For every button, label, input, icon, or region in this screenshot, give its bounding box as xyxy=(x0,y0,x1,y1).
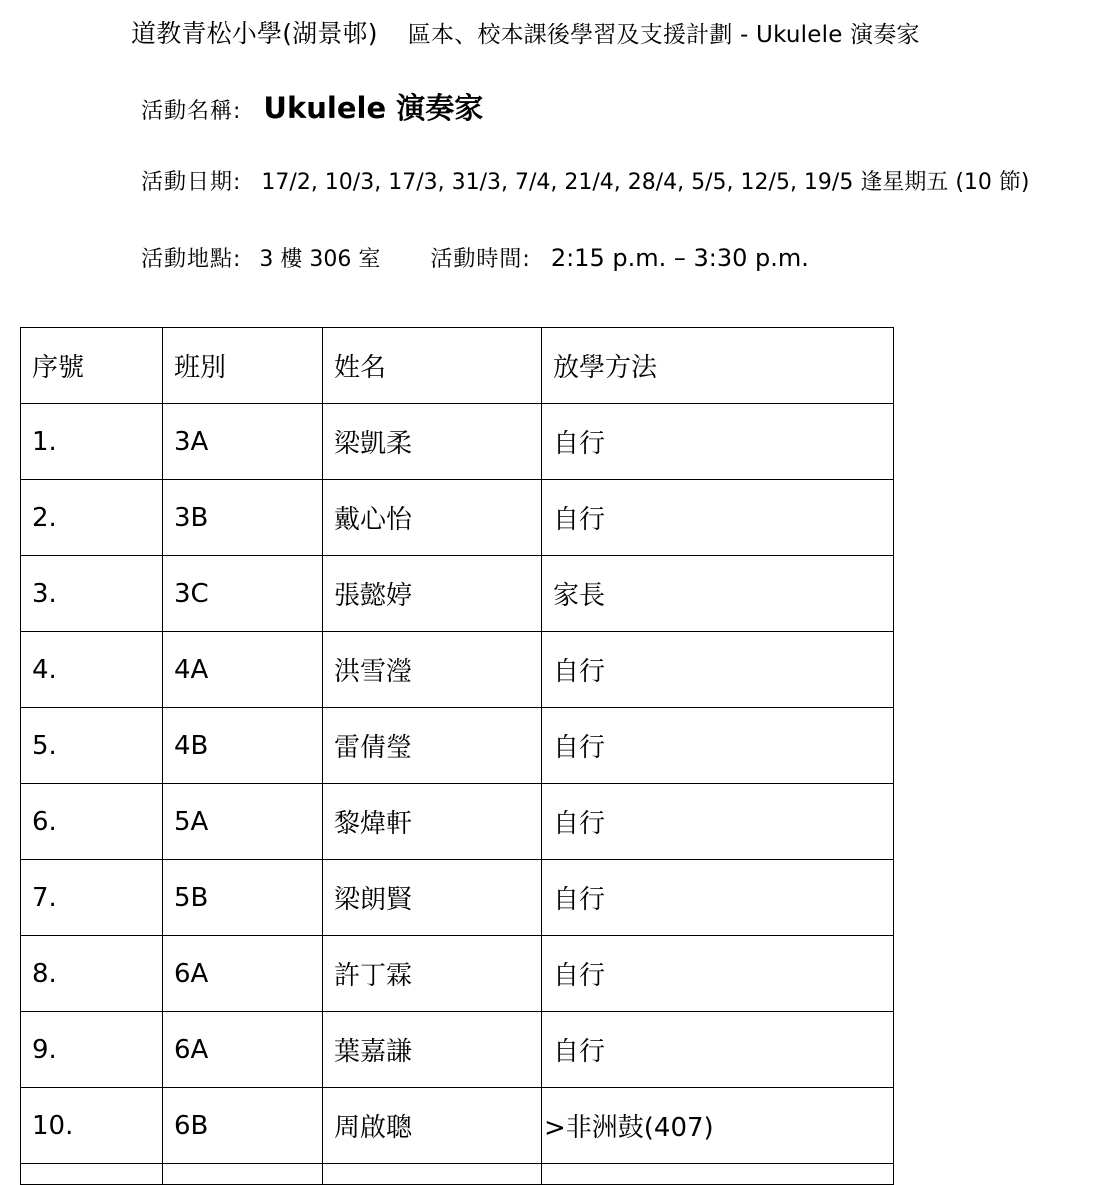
cell-student-name: 梁朗賢 xyxy=(323,860,542,936)
table-header-row xyxy=(21,328,894,404)
header-number: 序號 xyxy=(21,328,163,404)
activity-place-label: 活動地點: xyxy=(141,247,242,272)
cell-class: 4A xyxy=(163,632,323,708)
cell-number: 9. xyxy=(21,1012,163,1088)
cell-student-name: 戴心怡 xyxy=(323,480,542,556)
table-row-cut-off xyxy=(21,1164,894,1185)
cell-student-name: 梁凱柔 xyxy=(323,404,542,480)
activity-time-value: 2:15 p.m. – 3:30 p.m. xyxy=(550,244,809,272)
cell-number: 2. xyxy=(21,480,163,556)
table-row xyxy=(21,404,894,480)
cell-number: 4. xyxy=(21,632,163,708)
activity-date-row xyxy=(141,165,1029,201)
activity-name-value: Ukulele 演奏家 xyxy=(263,91,484,125)
cell-dismissal-method: 自行 xyxy=(542,1012,894,1088)
document-title xyxy=(131,14,920,55)
cell-dismissal-method: 自行 xyxy=(542,404,894,480)
cell-empty xyxy=(21,1164,163,1185)
cell-number: 7. xyxy=(21,860,163,936)
activity-date-label: 活動日期: xyxy=(141,170,242,195)
activity-time-label: 活動時間: xyxy=(430,247,531,272)
cell-dismissal-method: 自行 xyxy=(542,936,894,1012)
cell-dismissal-method: 自行 xyxy=(542,784,894,860)
cell-class: 4B xyxy=(163,708,323,784)
cell-dismissal-method: 家長 xyxy=(542,556,894,632)
cell-number: 8. xyxy=(21,936,163,1012)
cell-class: 6A xyxy=(163,936,323,1012)
table-row xyxy=(21,860,894,936)
header-name: 姓名 xyxy=(323,328,542,404)
cell-number: 1. xyxy=(21,404,163,480)
table-row xyxy=(21,1012,894,1088)
cell-empty xyxy=(323,1164,542,1185)
cell-student-name: 張懿婷 xyxy=(323,556,542,632)
header-class: 班別 xyxy=(163,328,323,404)
cell-number: 6. xyxy=(21,784,163,860)
cell-dismissal-method: 自行 xyxy=(542,480,894,556)
school-name: 道教青松小學(湖景邨) xyxy=(131,19,378,48)
activity-name-row xyxy=(141,90,483,130)
cell-student-name: 黎煒軒 xyxy=(323,784,542,860)
cell-empty xyxy=(163,1164,323,1185)
table-row xyxy=(21,1088,894,1164)
table-row xyxy=(21,784,894,860)
header-dismissal-method: 放學方法 xyxy=(542,328,894,404)
activity-place-row xyxy=(141,240,809,278)
cell-student-name: 洪雪瀅 xyxy=(323,632,542,708)
cell-dismissal-method: 自行 xyxy=(542,860,894,936)
cell-student-name: 周啟聰 xyxy=(323,1088,542,1164)
table-row xyxy=(21,632,894,708)
cell-dismissal-method: >非洲鼓(407) xyxy=(542,1088,894,1164)
activity-place-value: 3 樓 306 室 xyxy=(259,247,381,272)
cell-class: 5A xyxy=(163,784,323,860)
table-row xyxy=(21,936,894,1012)
cell-empty xyxy=(542,1164,894,1185)
cell-dismissal-method: 自行 xyxy=(542,708,894,784)
table-row xyxy=(21,480,894,556)
student-roster-table xyxy=(20,327,894,1185)
cell-class: 5B xyxy=(163,860,323,936)
cell-class: 3B xyxy=(163,480,323,556)
program-title: 區本、校本課後學習及支援計劃 - Ukulele 演奏家 xyxy=(407,22,920,48)
cell-dismissal-method: 自行 xyxy=(542,632,894,708)
cell-student-name: 葉嘉謙 xyxy=(323,1012,542,1088)
cell-class: 3C xyxy=(163,556,323,632)
cell-class: 6B xyxy=(163,1088,323,1164)
table-row xyxy=(21,708,894,784)
cell-class: 6A xyxy=(163,1012,323,1088)
cell-number: 3. xyxy=(21,556,163,632)
cell-number: 5. xyxy=(21,708,163,784)
cell-number: 10. xyxy=(21,1088,163,1164)
cell-student-name: 許丁霖 xyxy=(323,936,542,1012)
cell-class: 3A xyxy=(163,404,323,480)
cell-student-name: 雷倩瑩 xyxy=(323,708,542,784)
table-row xyxy=(21,556,894,632)
table-body xyxy=(21,404,894,1185)
activity-date-value: 17/2, 10/3, 17/3, 31/3, 7/4, 21/4, 28/4, 5/5, 12/5, 19/5 逢星期五 (10 節) xyxy=(261,170,1030,195)
activity-name-label: 活動名稱: xyxy=(141,99,242,124)
